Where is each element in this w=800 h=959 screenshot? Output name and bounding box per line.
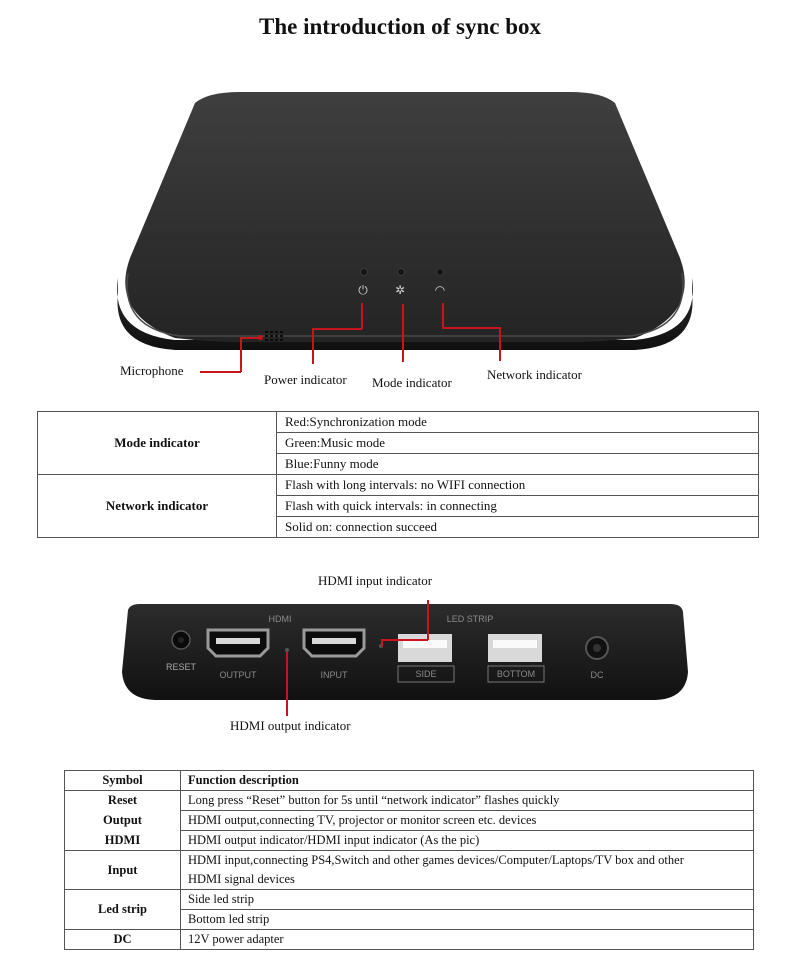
hdmi-input-indicator-label: HDMI input indicator [318,573,433,588]
table-row: HDMI output indicator/HDMI input indicator (As the pic) [181,831,754,851]
network-led-icon [436,268,444,276]
table-row: Green:Music mode [277,433,759,454]
network-indicator-label: Network indicator [487,367,582,382]
power-icon: ⏻ [358,283,368,297]
reset-symbol: Reset [65,791,181,811]
output-symbol: Output [65,811,181,831]
input-symbol: Input [65,851,181,890]
wifi-icon: ◠ [434,283,446,297]
sync-box-rear-image [120,602,690,702]
power-indicator-label: Power indicator [264,372,347,387]
reset-label: RESET [165,662,196,672]
mode-icon: ✲ [394,283,406,297]
ledstrip-symbol: Led strip [65,890,181,930]
mode-indicator-cell: Mode indicator [38,412,277,475]
table-row: 12V power adapter [181,930,754,950]
table-row: HDMI output,connecting TV, projector or monitor screen etc. devices [181,811,754,831]
mode-indicator-label: Mode indicator [372,375,452,390]
table-row: HDMI signal devices [181,870,754,890]
led-strip-label: LED STRIP [446,614,494,624]
table-row: Long press “Reset” button for 5s until “network indicator” flashes quickly [181,791,754,811]
side-label: SIDE [415,669,437,679]
sync-box-top-image [100,88,710,350]
hdmi-label: HDMI [268,614,292,624]
table-row: Flash with long intervals: no WIFI connection [277,475,759,496]
hdmi-symbol: HDMI [65,831,181,851]
page-title: The introduction of sync box [258,14,541,39]
bottom-label: BOTTOM [496,669,536,679]
table-row: Side led strip [181,890,754,910]
indicator-table [37,411,759,538]
function-header: Function description [181,771,754,791]
microphone-label: Microphone [120,363,184,378]
table-row: HDMI input,connecting PS4,Switch and other games devices/Computer/Laptops/TV box and other [181,851,754,871]
table-row: Red:Synchronization mode [277,412,759,433]
power-led-icon [360,268,368,276]
table-row: Solid on: connection succeed [277,517,759,538]
mode-led-icon [397,268,405,276]
function-table [64,770,754,950]
hdmi-output-indicator-label: HDMI output indicator [230,718,351,733]
network-indicator-cell: Network indicator [38,475,277,538]
table-row: Bottom led strip [181,910,754,930]
dc-label: DC [590,670,604,680]
symbol-header: Symbol [65,771,181,791]
dc-symbol: DC [65,930,181,950]
table-row: Blue:Funny mode [277,454,759,475]
input-label: INPUT [320,670,348,680]
output-label: OUTPUT [219,670,257,680]
table-row: Flash with quick intervals: in connecting [277,496,759,517]
